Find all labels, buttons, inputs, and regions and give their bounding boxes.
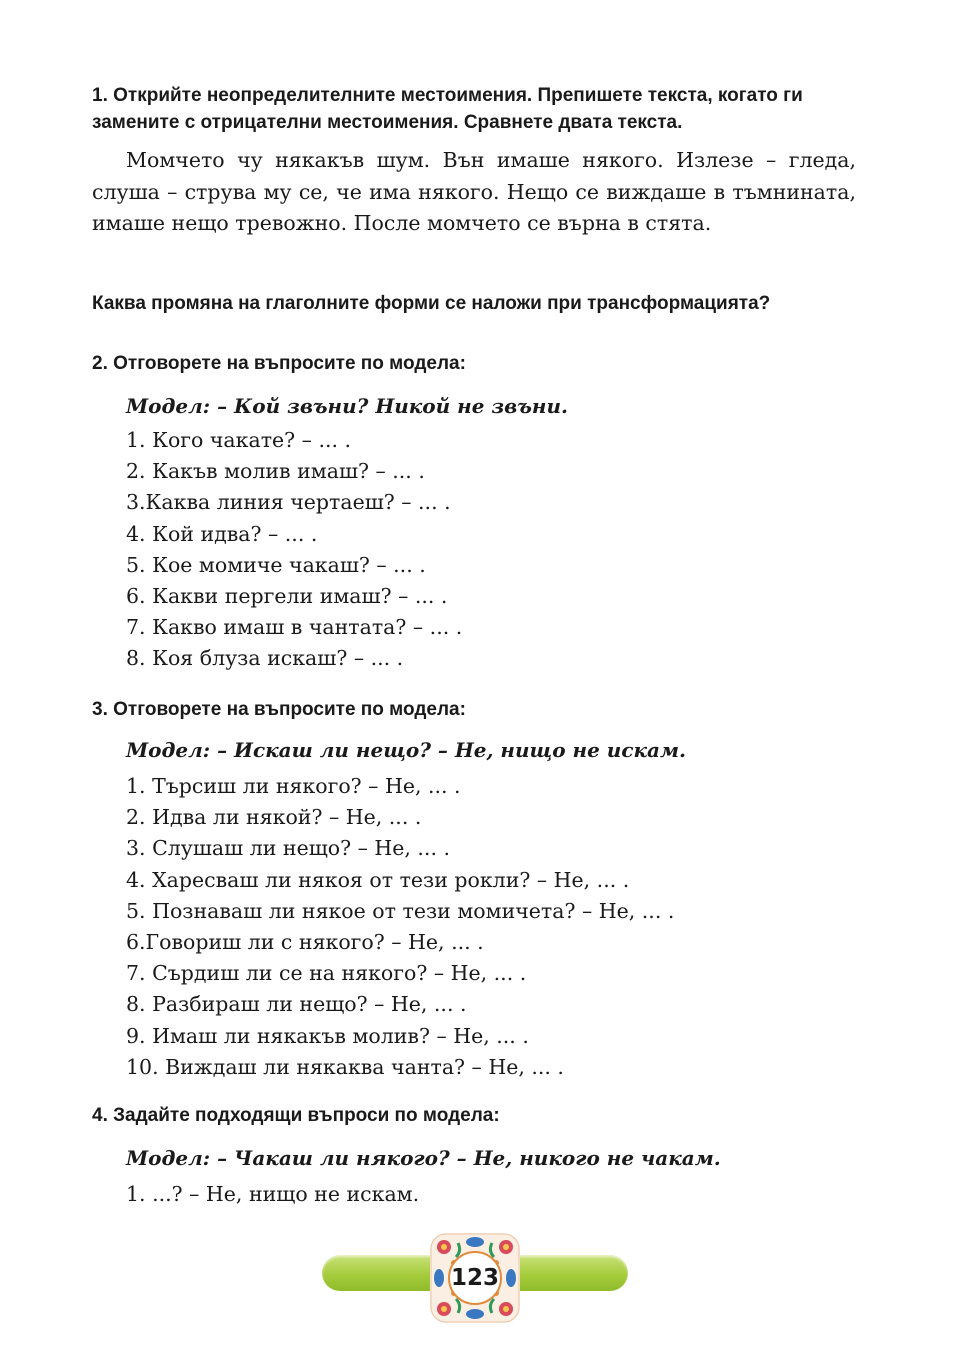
list-item: 7. Какво имаш в чантата? – ... . — [126, 615, 463, 640]
list-item: 10. Виждаш ли някаква чанта? – Не, ... . — [126, 1054, 564, 1079]
list-item: 3.Каква линия чертаеш? – ... . — [126, 490, 451, 515]
exercise-3-model: Модел: – Искаш ли нещо? – Не, нищо не искам. — [126, 738, 686, 762]
page-number-tile — [430, 1233, 520, 1323]
list-item: 4. Кой идва? – ... . — [126, 521, 318, 546]
list-item: 4. Харесваш ли някоя от тези рокли? – Не, ... . — [126, 867, 630, 892]
list-item: 8. Коя блуза искаш? – ... . — [126, 646, 404, 671]
exercise-1-instruction: 1. Открийте неопределителните местоимения. Препишете текста, когато ги замените с отрицателни местоимения. Сравнете двата текста. — [92, 85, 803, 133]
page-number: 123 — [450, 1265, 499, 1291]
list-item: 8. Разбираш ли нещо? – Не, ... . — [126, 992, 467, 1017]
list-item: 7. Сърдиш ли се на някого? – Не, ... . — [126, 961, 527, 986]
list-item: 1. Търсиш ли някого? – Не, ... . — [126, 774, 461, 798]
list-item: 3. Слушаш ли нещо? – Не, ... . — [126, 836, 450, 861]
page-footer — [322, 1233, 628, 1323]
list-item: 9. Имаш ли някакъв молив? – Не, ... . — [126, 1023, 529, 1048]
exercise-1-paragraph: Момчето чу някакъв шум. Вън имаше някого. Излезе – гледа, слуша – струва му се, че има някого. Нещо се виждаше в тъмнината, имаше нещо тревожно. После момчето се върна в стята. — [92, 148, 856, 235]
exercise-2-instruction: 2. Отговорете на въпросите по модела: — [92, 353, 466, 374]
list-item: 1. Кого чакате? – ... . — [126, 428, 352, 452]
exercise-4-list — [126, 1179, 419, 1210]
list-item: 5. Кое момиче чакаш? – ... . — [126, 552, 426, 577]
list-item: 1. ...? – Не, нищо не искам. — [126, 1182, 420, 1206]
exercise-4-model: Модел: – Чакаш ли някого? – Не, никого не чакам. — [126, 1146, 721, 1170]
list-item: 5. Познаваш ли някое от тези момичета? – Не, ... . — [126, 898, 675, 923]
exercise-4-instruction: 4. Задайте подходящи въпроси по модела: — [92, 1105, 500, 1126]
exercise-1-question: Каква промяна на глаголните форми се наложи при трансформацията? — [92, 293, 771, 314]
exercise-3-list — [126, 771, 674, 1083]
list-item: 6. Какви пергели имаш? – ... . — [126, 583, 448, 608]
list-item: 2. Какъв молив имаш? – ... . — [126, 459, 425, 484]
exercise-3-instruction: 3. Отговорете на въпросите по модела: — [92, 699, 466, 720]
exercise-2-list — [126, 425, 462, 675]
exercise-2-model: Модел: – Кой звъни? Никой не звъни. — [126, 394, 568, 418]
list-item: 6.Говориш ли с някого? – Не, ... . — [126, 929, 484, 954]
list-item: 2. Идва ли някой? – Не, ... . — [126, 805, 422, 830]
